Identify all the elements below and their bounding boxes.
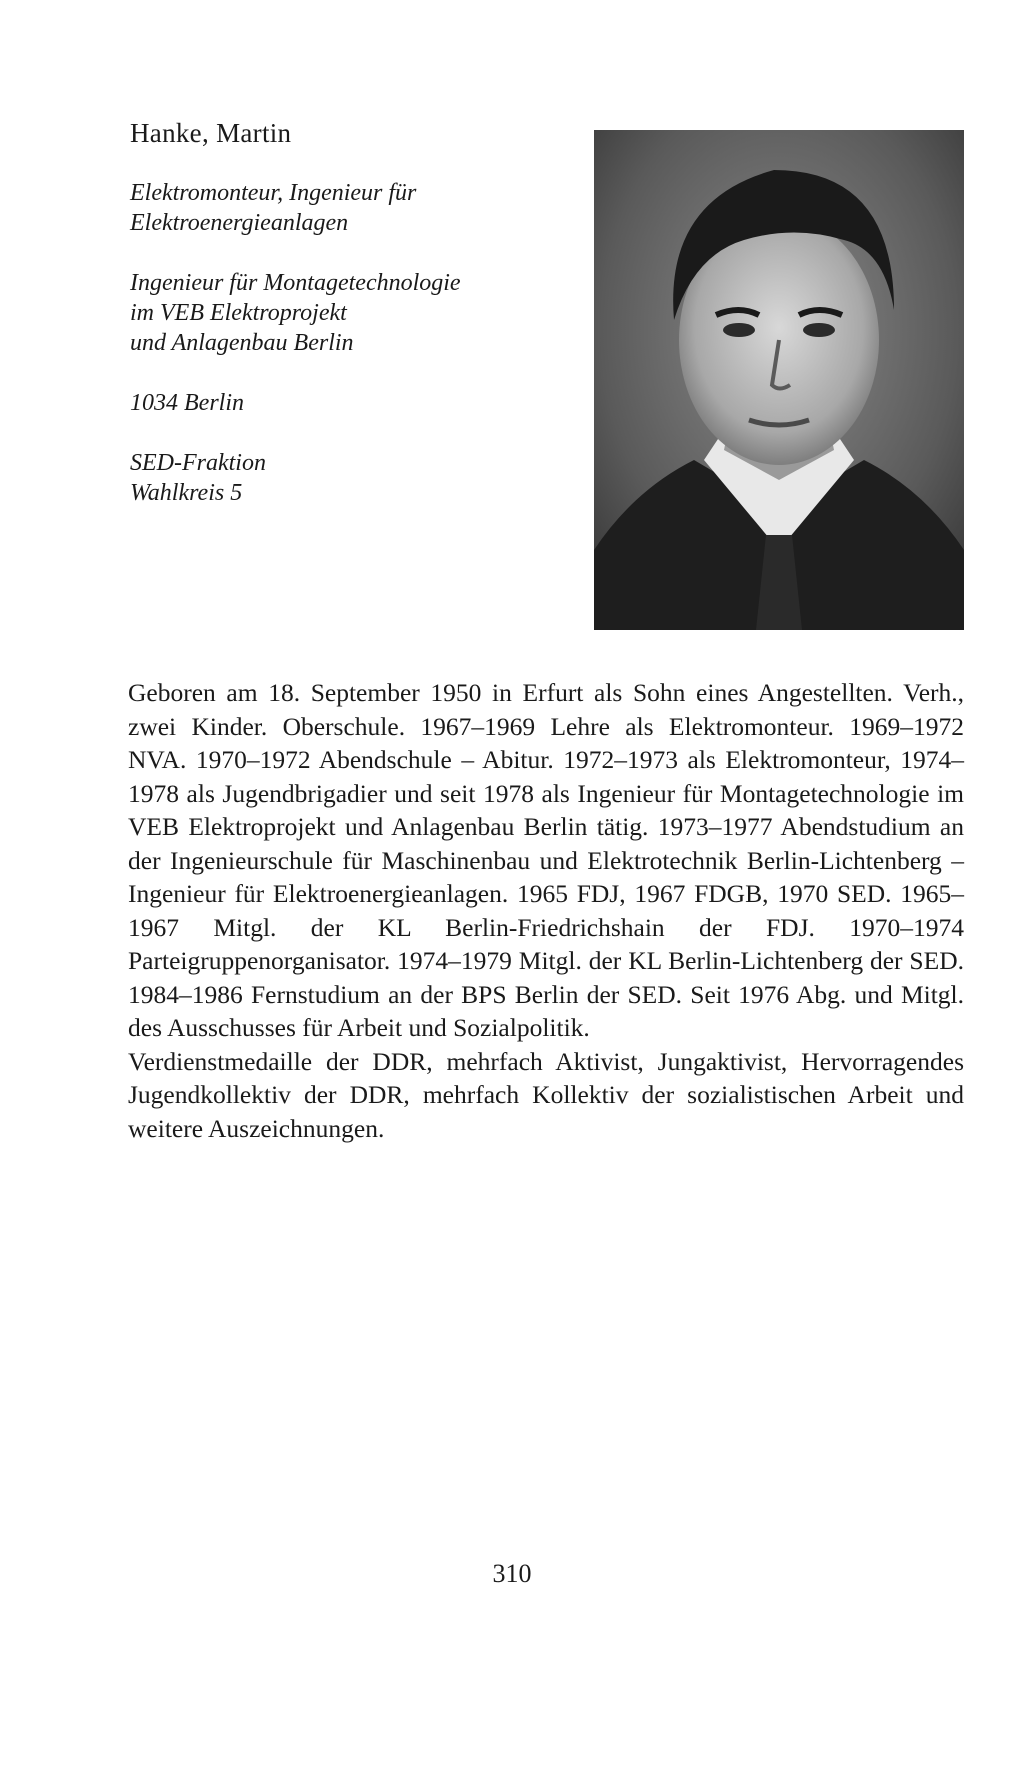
portrait-photo <box>594 130 964 630</box>
person-name: Hanke, Martin <box>130 118 292 148</box>
position-line: Ingenieur für Montagetechnologie <box>130 270 461 296</box>
current-position <box>130 268 570 358</box>
occupation-line: Elektroenergieanlagen <box>130 210 349 236</box>
faction-line: SED-Fraktion <box>130 450 266 476</box>
occupation <box>130 178 570 238</box>
position-line: und Anlagenbau Berlin <box>130 330 354 356</box>
awards-paragraph: Verdienstmedaille der DDR, mehrfach Aktivist, Jungaktivist, Hervorragendes Jugendkollektiv der DDR, mehrfach Kollektiv der sozialistischen Arbeit und weitere Auszeichnungen. <box>128 1046 964 1143</box>
position-line: im VEB Elektroprojekt <box>130 300 347 326</box>
biography <box>128 676 964 1145</box>
biography-paragraph: Geboren am 18. September 1950 in Erfurt als Sohn eines Angestellten. Verh., zwei Kinder. Oberschule. 1967–1969 Lehre als Elektromonteur. 1969–1972 NVA. 1970–1972 Abendschule – Abitur. 1972–1973 als Elektromonteur, 1974–1978 als Jugendbrigadier und seit 1978 als Ingenieur für Montagetechnologie im VEB Elektroprojekt und Anlagenbau Berlin tätig. 1973–1977 Abendstudium an der Ingenieurschule für Maschinenbau und Elektrotechnik Berlin-Lichtenberg – Ingenieur für Elektroenergieanlagen. 1965 FDJ, 1967 FDGB, 1970 SED. 1965–1967 Mitgl. der KL Berlin-Friedrichshain der FDJ. 1970–1974 Parteigruppenorganisator. 1974–1979 Mitgl. der KL Berlin-Lichtenberg der SED. 1984–1986 Fernstudium an der BPS Berlin der SED. Seit 1976 Abg. und Mitgl. des Ausschusses für Arbeit und Sozialpolitik. <box>128 678 964 1042</box>
occupation-line: Elektromonteur, Ingenieur für <box>130 180 417 206</box>
location <box>130 388 570 418</box>
location-line: 1034 Berlin <box>130 390 244 416</box>
constituency-line: Wahlkreis 5 <box>130 480 243 506</box>
entry-header <box>130 116 570 538</box>
page-number: 310 <box>492 1559 532 1588</box>
portrait-photo-icon <box>594 130 964 630</box>
faction <box>130 448 570 508</box>
